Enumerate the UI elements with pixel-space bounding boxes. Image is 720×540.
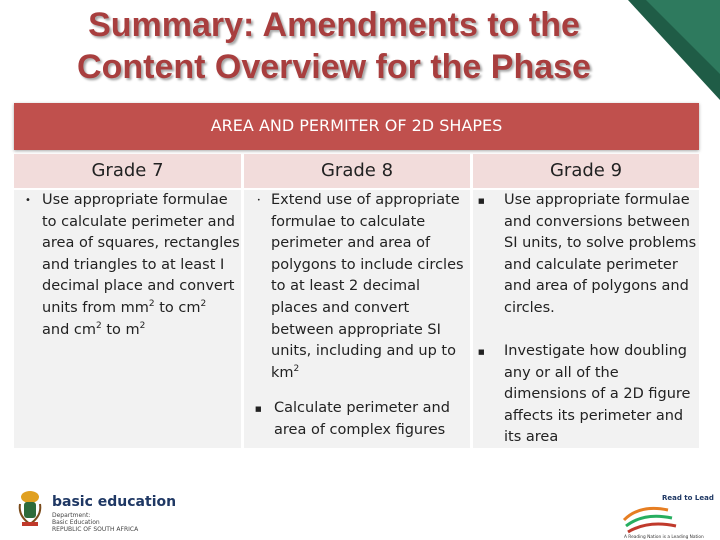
grade-8-bullet-1: Extend use of appropriate formulae to calculate perimeter and area of polygons to include circles to at least 2 decimal places and convert between appropriate SI units, including and up to $km^2$ (271, 192, 464, 381)
grade-9-header: Grade 9 (473, 154, 699, 188)
bullet-icon: • (25, 195, 31, 206)
topic-band: AREA AND PERMITER OF 2D SHAPES (14, 103, 699, 150)
title-line-2: Content Overview for the Phase (77, 48, 591, 86)
grade-8-header: Grade 8 (244, 154, 470, 188)
coat-of-arms-icon (16, 488, 44, 528)
bullet-icon: ■ (478, 197, 485, 205)
read-to-lead-tagline: A Reading Nation is a Leading Nation (624, 535, 704, 540)
logo-subline-2: Basic Education (52, 519, 100, 526)
read-to-lead-logo (620, 490, 720, 540)
logo-subline-1: Department: (52, 512, 91, 519)
grade-9-bullet-2: Investigate how doubling any or all of the dimensions of a 2D figure affects its perimeter and its area (504, 343, 691, 446)
logo-subline-3: REPUBLIC OF SOUTH AFRICA (52, 526, 139, 533)
bullet-icon: ■ (255, 405, 262, 413)
grade-7-bullet-1: Use appropriate formulae to calculate perimeter and area of squares, rectangles and triangles to at least I decimal place and convert units from $mm^2$ to $cm^2$ and $cm^2$ to $m^2$ (42, 192, 240, 338)
bullet-icon: ■ (478, 348, 485, 356)
bullet-icon: • (257, 197, 261, 204)
grade-9-bullet-1: Use appropriate formulae and conversions between SI units, to solve problems and calculate perimeter and area of polygons and circles. (504, 192, 697, 316)
grade-7-header: Grade 7 (14, 154, 241, 188)
basic-education-logo-text: basic education (52, 494, 177, 510)
title-line-1: Summary: Amendments to the (88, 6, 580, 44)
slide-title (14, 4, 654, 88)
grade-8-bullet-2: Calculate perimeter and area of complex figures (274, 400, 450, 438)
read-to-lead-title: Read to Lead (662, 494, 714, 502)
